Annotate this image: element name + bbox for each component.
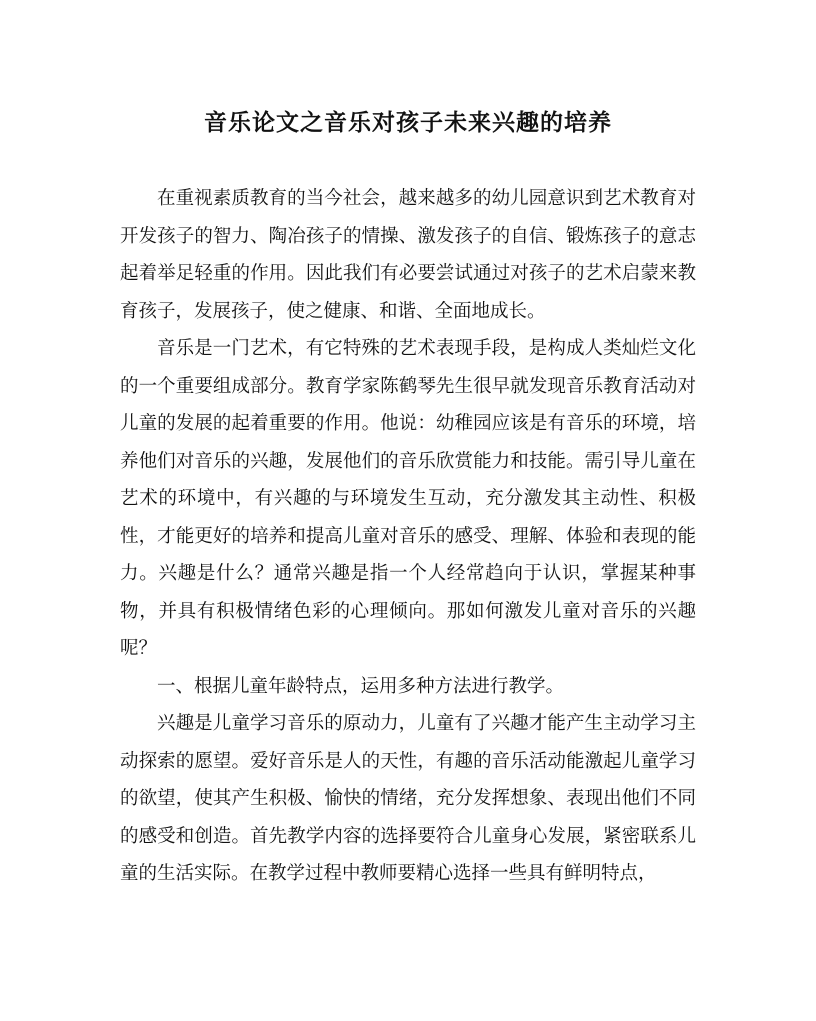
document-title: 音乐论文之音乐对孩子未来兴趣的培养 [204,109,612,136]
paragraph-intro: 在重视素质教育的当今社会，越来越多的幼儿园意识到艺术教育对开发孩子的智力、陶冶孩子的情操、激发孩子的自信、锻炼孩子的意志起着举足轻重的作用。因此我们有必要尝试通过对孩子的艺术启蒙来教育孩子，发展孩子，使之健康、和谐、全面地成长。 [120,188,696,322]
section-heading-1: 一、根据儿童年龄特点，运用多种方法进行教学。 [157,675,565,697]
document-body [120,180,696,893]
paragraph-interest: 兴趣是儿童学习音乐的原动力，儿童有了兴趣才能产生主动学习主动探索的愿望。爱好音乐是人的天性，有趣的音乐活动能激起儿童学习的欲望，使其产生积极、愉快的情绪，充分发挥想象、表现出他们不同的感受和创造。首先教学内容的选择要符合儿童身心发展，紧密联系儿童的生活实际。在教学过程中教师要精心选择一些具有鲜明特点， [120,713,696,884]
paragraph-music-art: 音乐是一门艺术，有它特殊的艺术表现手段，是构成人类灿烂文化的一个重要组成部分。教育学家陈鹤琴先生很早就发现音乐教育活动对儿童的发展的起着重要的作用。他说：幼稚园应该是有音乐的环境，培养他们对音乐的兴趣，发展他们的音乐欣赏能力和技能。需引导儿童在艺术的环境中，有兴趣的与环境发生互动，充分激发其主动性、积极性，才能更好的培养和提高儿童对音乐的感受、理解、体验和表现的能力。兴趣是什么？通常兴趣是指一个人经常趋向于认识，掌握某种事物，并具有积极情绪色彩的心理倾向。那如何激发儿童对音乐的兴趣呢？ [120,338,696,659]
